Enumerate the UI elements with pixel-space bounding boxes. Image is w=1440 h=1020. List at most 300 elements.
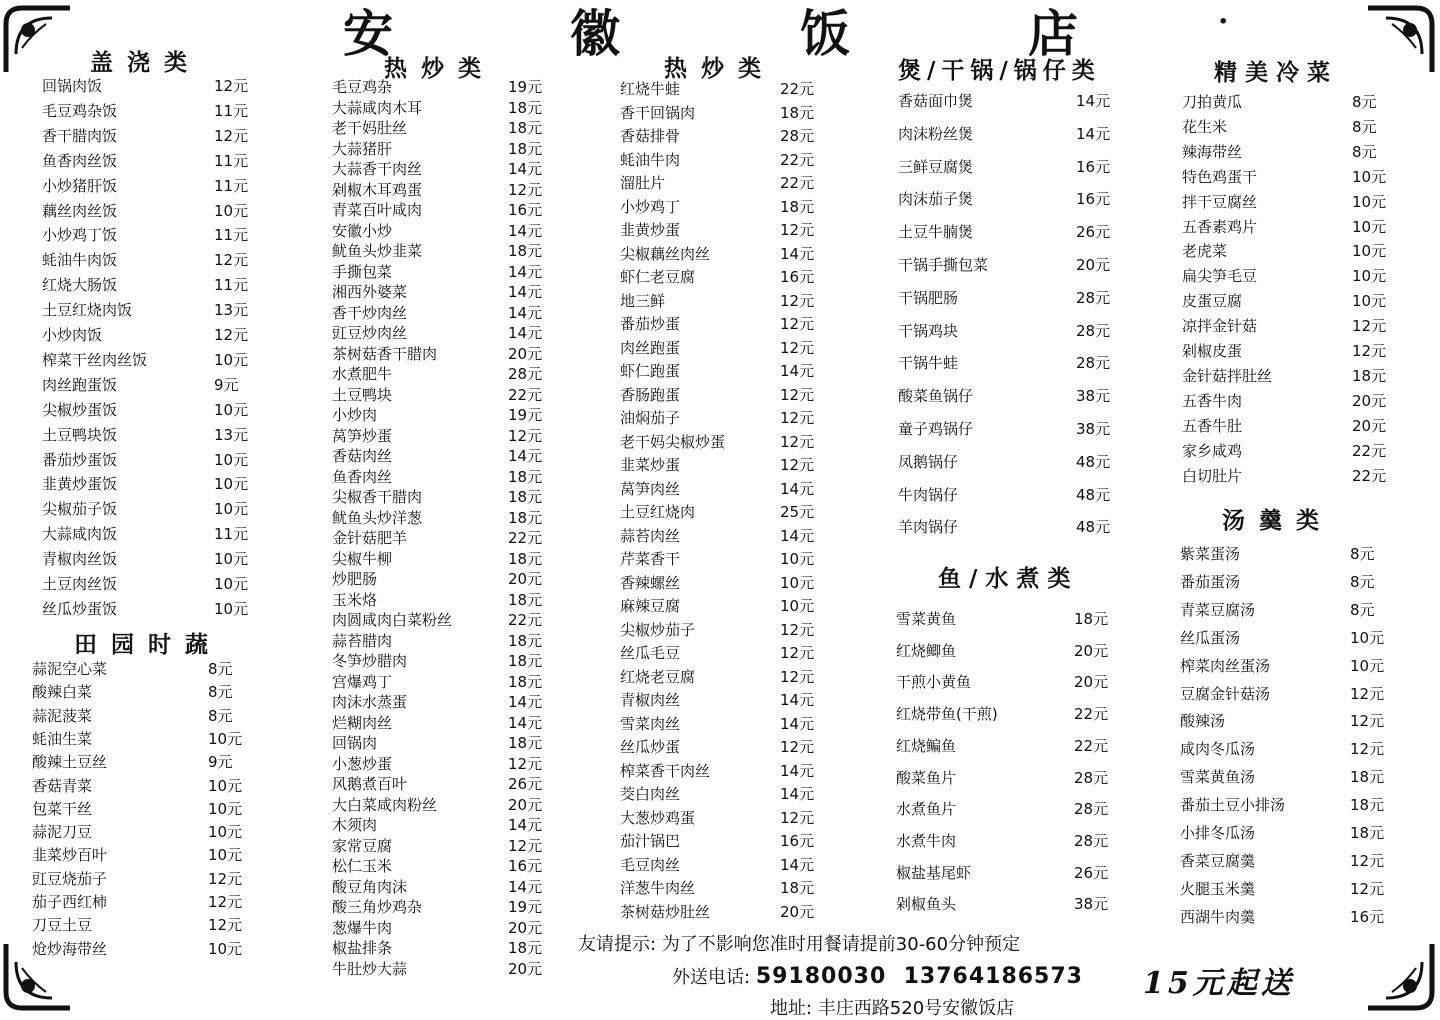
menu-item-name: 雪菜肉丝 bbox=[620, 714, 681, 733]
menu-item-price: 18元 bbox=[780, 197, 815, 216]
menu-item-price: 10元 bbox=[1352, 192, 1387, 211]
menu-item-name: 特色鸡蛋干 bbox=[1182, 167, 1258, 186]
menu-item-price: 10元 bbox=[214, 599, 249, 618]
menu-item-price: 12元 bbox=[1350, 712, 1385, 731]
menu-item-price: 38元 bbox=[1076, 420, 1111, 438]
menu-item-price: 22元 bbox=[508, 529, 543, 547]
menu-item-name: 番茄炒蛋饭 bbox=[42, 450, 118, 469]
title-char: 安 bbox=[343, 4, 394, 63]
menu-item-price: 10元 bbox=[1352, 217, 1387, 236]
menu-item-price: 18元 bbox=[508, 939, 543, 957]
menu-item-price: 11元 bbox=[214, 226, 249, 245]
min-order-badge: 15元起送 bbox=[1143, 966, 1295, 1001]
menu-item-name: 凉拌金针菇 bbox=[1182, 317, 1258, 336]
menu-item-price: 12元 bbox=[508, 426, 543, 445]
menu-item-price: 11元 bbox=[214, 151, 249, 170]
menu-item-name: 家乡咸鸡 bbox=[1182, 441, 1243, 460]
menu-item-price: 22元 bbox=[508, 611, 543, 629]
menu-item-price: 12元 bbox=[780, 291, 815, 310]
menu-item-name: 酸三角炒鸡杂 bbox=[332, 898, 423, 916]
menu-item-price: 16元 bbox=[508, 201, 543, 219]
menu-item-price: 20元 bbox=[1076, 256, 1111, 274]
menu-item-name: 童子鸡锅仔 bbox=[898, 420, 974, 438]
menu-item-price: 12元 bbox=[780, 644, 815, 662]
menu-item-name: 干锅手撕包菜 bbox=[898, 256, 989, 274]
menu-item-name: 干锅牛蛙 bbox=[898, 354, 959, 373]
menu-item-name: 尖椒炒茄子 bbox=[620, 620, 696, 639]
menu-item-name: 尖椒炒蛋饭 bbox=[42, 400, 118, 419]
menu-item-price: 10元 bbox=[1352, 292, 1387, 311]
menu-item-price: 22元 bbox=[780, 80, 815, 98]
menu-item-name: 土豆鸭块 bbox=[332, 385, 393, 404]
menu-item-name: 红烧鲫鱼 bbox=[896, 641, 957, 660]
menu-item-price: 18元 bbox=[1350, 796, 1385, 815]
menu-item-name: 皮蛋豆腐 bbox=[1182, 292, 1243, 311]
menu-item-name: 剁椒皮蛋 bbox=[1182, 342, 1243, 360]
menu-item-price: 12元 bbox=[780, 338, 815, 357]
menu-item-price: 8元 bbox=[208, 660, 233, 678]
menu-item-price: 8元 bbox=[1350, 572, 1375, 591]
menu-item-price: 28元 bbox=[1074, 768, 1109, 787]
menu-list-lengcai bbox=[1182, 93, 1387, 512]
menu-item-price: 12元 bbox=[214, 326, 249, 344]
menu-item-name: 香肠跑蛋 bbox=[620, 385, 681, 404]
menu-item-name: 木须肉 bbox=[332, 816, 378, 834]
menu-item-price: 12元 bbox=[214, 126, 249, 145]
section-title-rechao-2: 热炒类 bbox=[664, 55, 775, 82]
menu-item-price: 10元 bbox=[1352, 267, 1387, 286]
menu-item-price: 12元 bbox=[508, 836, 543, 855]
menu-item-price: 12元 bbox=[208, 916, 243, 935]
menu-item-price: 10元 bbox=[214, 450, 249, 469]
menu-item-price: 14元 bbox=[780, 855, 815, 874]
menu-item-price: 12元 bbox=[780, 221, 815, 239]
menu-item-name: 蚝油牛肉 bbox=[620, 150, 681, 169]
menu-item-name: 花生米 bbox=[1182, 117, 1228, 136]
menu-item-name: 蒜苔肉丝 bbox=[620, 526, 681, 545]
menu-item-price: 14元 bbox=[508, 877, 543, 896]
menu-item-name: 葱爆牛肉 bbox=[332, 918, 393, 937]
menu-item-price: 18元 bbox=[780, 879, 815, 897]
menu-list-rechao-2 bbox=[620, 80, 820, 946]
menu-item-name: 酸辣汤 bbox=[1180, 712, 1226, 731]
menu-item-name: 风鹅煮百叶 bbox=[332, 775, 408, 793]
menu-item-name: 土豆肉丝饭 bbox=[42, 575, 118, 593]
menu-item-name: 小炒鸡丁饭 bbox=[42, 226, 118, 245]
menu-item-price: 14元 bbox=[508, 816, 543, 834]
menu-item-price: 22元 bbox=[508, 385, 543, 404]
menu-item-name: 油焖茄子 bbox=[620, 409, 681, 427]
menu-item-name: 虾仁跑蛋 bbox=[620, 362, 681, 380]
menu-item-price: 12元 bbox=[508, 180, 543, 199]
ornament-top-right-icon bbox=[1364, 4, 1436, 76]
menu-item-name: 扁尖笋毛豆 bbox=[1182, 267, 1258, 286]
menu-item-price: 16元 bbox=[1350, 907, 1385, 926]
menu-item-price: 11元 bbox=[214, 525, 249, 544]
menu-item-price: 14元 bbox=[508, 221, 543, 240]
menu-item-name: 地三鲜 bbox=[620, 291, 666, 310]
menu-item-name: 大白菜咸肉粉丝 bbox=[332, 795, 438, 814]
menu-item-name: 青椒肉丝 bbox=[620, 691, 681, 709]
menu-item-price: 8元 bbox=[1352, 93, 1377, 111]
menu-item-price: 20元 bbox=[1352, 416, 1387, 435]
menu-item-name: 紫菜蛋汤 bbox=[1180, 545, 1241, 563]
menu-item-price: 18元 bbox=[780, 103, 815, 122]
menu-item-price: 12元 bbox=[780, 409, 815, 427]
menu-item-name: 榨菜香干肉丝 bbox=[620, 761, 711, 780]
title-char: 店 bbox=[1028, 4, 1079, 63]
menu-item-price: 26元 bbox=[1076, 223, 1111, 242]
menu-item-name: 丝瓜蛋汤 bbox=[1180, 628, 1241, 647]
menu-item-price: 10元 bbox=[780, 573, 815, 592]
menu-item-name: 牛肚炒大蒜 bbox=[332, 959, 408, 978]
menu-item-name: 小炒鸡丁 bbox=[620, 197, 681, 216]
menu-list-tang bbox=[1180, 545, 1385, 956]
menu-item-price: 8元 bbox=[208, 683, 233, 702]
menu-item-name: 鱼香肉丝饭 bbox=[42, 151, 118, 170]
menu-item-price: 12元 bbox=[214, 251, 249, 270]
footer-notice: 友请提示: 为了不影响您准时用餐请提前30-60分钟预定 bbox=[578, 934, 1021, 955]
menu-item-price: 18元 bbox=[508, 508, 543, 527]
section-title-baoguo: 煲/干锅/锅仔类 bbox=[898, 57, 1101, 84]
menu-item-name: 鱿鱼头炒韭菜 bbox=[332, 242, 423, 260]
menu-item-name: 烂糊肉丝 bbox=[332, 713, 393, 732]
menu-item-name: 肉沫水蒸蛋 bbox=[332, 693, 408, 711]
menu-item-price: 16元 bbox=[1076, 157, 1111, 176]
menu-item-price: 18元 bbox=[1350, 768, 1385, 787]
section-title-tianyuan: 田园时蔬 bbox=[74, 631, 222, 658]
menu-item-price: 8元 bbox=[208, 706, 233, 725]
menu-item-name: 虾仁老豆腐 bbox=[620, 268, 696, 286]
menu-item-price: 10元 bbox=[1350, 656, 1385, 675]
menu-item-name: 酸菜鱼片 bbox=[896, 768, 957, 787]
menu-item-name: 金针菇拌肚丝 bbox=[1182, 366, 1273, 385]
menu-item-price: 38元 bbox=[1074, 895, 1109, 914]
menu-item-price: 22元 bbox=[1352, 466, 1387, 485]
menu-item-price: 18元 bbox=[508, 734, 543, 752]
menu-item-price: 14元 bbox=[780, 362, 815, 380]
menu-item-price: 19元 bbox=[508, 406, 543, 424]
phone-numbers: 59180030 13764186573 bbox=[755, 964, 1083, 989]
menu-item-price: 48元 bbox=[1076, 452, 1111, 471]
menu-item-name: 香菇青菜 bbox=[32, 776, 93, 795]
menu-item-name: 土豆牛腩煲 bbox=[898, 223, 974, 242]
menu-item-name: 番茄土豆小排汤 bbox=[1180, 796, 1286, 815]
menu-item-price: 12元 bbox=[780, 432, 815, 451]
menu-item-name: 小葱炒蛋 bbox=[332, 754, 393, 773]
menu-item-name: 肉丝跑蛋 bbox=[620, 338, 681, 357]
menu-item-name: 酸菜鱼锅仔 bbox=[898, 387, 974, 406]
menu-item-name: 五香牛肉 bbox=[1182, 391, 1243, 410]
section-title-rechao-1: 热炒类 bbox=[384, 55, 495, 82]
menu-item-name: 大蒜咸肉饭 bbox=[42, 525, 118, 544]
menu-item-name: 韭菜炒百叶 bbox=[32, 846, 108, 865]
menu-item-name: 麻辣豆腐 bbox=[620, 597, 681, 615]
menu-item-name: 尖椒茄子饭 bbox=[42, 500, 118, 519]
menu-item-price: 22元 bbox=[1074, 705, 1109, 724]
menu-item-price: 14元 bbox=[780, 691, 815, 709]
menu-item-name: 鱿鱼头炒洋葱 bbox=[332, 508, 423, 527]
menu-item-name: 老干妈尖椒炒蛋 bbox=[620, 432, 726, 451]
menu-item-name: 剁椒鱼头 bbox=[896, 895, 957, 914]
menu-item-price: 12元 bbox=[508, 754, 543, 773]
menu-item-price: 10元 bbox=[780, 597, 815, 615]
section-title-tang: 汤羹类 bbox=[1222, 507, 1333, 534]
menu-item-name: 红烧带鱼(干煎) bbox=[896, 705, 998, 724]
section-title-gaijiao: 盖浇类 bbox=[90, 49, 201, 76]
menu-item-price: 12元 bbox=[1350, 684, 1385, 703]
menu-item-price: 14元 bbox=[508, 324, 543, 342]
menu-item-price: 20元 bbox=[508, 344, 543, 363]
menu-item-name: 丝瓜毛豆 bbox=[620, 644, 681, 662]
menu-item-price: 28元 bbox=[1076, 321, 1111, 340]
menu-item-price: 11元 bbox=[214, 101, 249, 120]
menu-item-price: 12元 bbox=[214, 77, 249, 95]
menu-item-name: 金针菇肥羊 bbox=[332, 529, 408, 547]
menu-item-price: 10元 bbox=[208, 823, 243, 842]
menu-item-name: 青菜豆腐汤 bbox=[1180, 600, 1256, 619]
menu-item-name: 大葱炒鸡蛋 bbox=[620, 808, 696, 827]
menu-item-price: 18元 bbox=[508, 242, 543, 260]
menu-item-price: 28元 bbox=[508, 365, 543, 383]
menu-item-name: 尖椒牛柳 bbox=[332, 549, 393, 568]
menu-item-name: 五香素鸡片 bbox=[1182, 217, 1258, 236]
menu-item-name: 雪菜黄鱼 bbox=[896, 610, 957, 628]
menu-item-name: 炒肥肠 bbox=[332, 570, 378, 588]
menu-item-name: 香辣螺丝 bbox=[620, 573, 681, 592]
menu-item-price: 10元 bbox=[1350, 628, 1385, 647]
menu-item-price: 12元 bbox=[780, 385, 815, 404]
menu-item-price: 48元 bbox=[1076, 485, 1111, 504]
menu-list-tianyuan bbox=[32, 660, 252, 983]
menu-item-name: 红烧老豆腐 bbox=[620, 667, 696, 686]
menu-item-price: 10元 bbox=[208, 799, 243, 818]
menu-item-name: 红烧大肠饭 bbox=[42, 276, 118, 295]
menu-item-name: 酸辣土豆丝 bbox=[32, 753, 108, 772]
menu-item-price: 12元 bbox=[1350, 851, 1385, 870]
menu-item-price: 10元 bbox=[214, 475, 249, 494]
menu-item-price: 38元 bbox=[1076, 387, 1111, 406]
menu-item-price: 20元 bbox=[1074, 641, 1109, 660]
menu-item-price: 14元 bbox=[780, 714, 815, 733]
title-dot: · bbox=[1218, 4, 1230, 39]
menu-item-name: 尖椒藕丝肉丝 bbox=[620, 244, 711, 263]
menu-item-price: 28元 bbox=[1076, 288, 1111, 307]
menu-item-name: 毛豆鸡杂 bbox=[332, 78, 393, 96]
menu-item-name: 香干腊肉饭 bbox=[42, 126, 118, 145]
footer-phone bbox=[672, 963, 1083, 989]
menu-item-name: 干锅肥肠 bbox=[898, 288, 959, 307]
menu-item-price: 14元 bbox=[508, 283, 543, 301]
menu-item-name: 芹菜香干 bbox=[620, 550, 681, 568]
menu-item-price: 22元 bbox=[780, 174, 815, 192]
menu-item-price: 13元 bbox=[214, 425, 249, 444]
menu-item-name: 肉沫粉丝煲 bbox=[898, 124, 974, 143]
menu-item-price: 10元 bbox=[214, 500, 249, 519]
menu-item-name: 藕丝肉丝饭 bbox=[42, 201, 118, 220]
menu-item-name: 家常豆腐 bbox=[332, 836, 393, 855]
menu-item-price: 20元 bbox=[1074, 673, 1109, 692]
menu-item-price: 12元 bbox=[780, 667, 815, 686]
menu-item-name: 白切肚片 bbox=[1182, 466, 1243, 485]
menu-item-price: 18元 bbox=[508, 467, 543, 486]
menu-item-price: 14元 bbox=[780, 479, 815, 498]
menu-item-price: 11元 bbox=[214, 176, 249, 195]
menu-item-name: 水煮肥牛 bbox=[332, 365, 393, 383]
menu-item-price: 28元 bbox=[1074, 831, 1109, 850]
menu-item-price: 12元 bbox=[1352, 342, 1387, 360]
menu-item-price: 12元 bbox=[780, 808, 815, 827]
menu-list-rechao-1 bbox=[332, 78, 552, 1000]
menu-item-name: 榨菜肉丝蛋汤 bbox=[1180, 656, 1271, 675]
menu-item-price: 14元 bbox=[508, 447, 543, 465]
menu-item-price: 48元 bbox=[1076, 518, 1111, 537]
menu-item-price: 12元 bbox=[780, 738, 815, 756]
menu-item-name: 丝瓜炒蛋饭 bbox=[42, 599, 118, 618]
menu-item-name: 茄子西红柿 bbox=[32, 893, 108, 911]
menu-item-price: 10元 bbox=[214, 575, 249, 593]
menu-item-name: 韭黄炒蛋 bbox=[620, 221, 681, 239]
menu-item-price: 10元 bbox=[208, 776, 243, 795]
menu-item-price: 12元 bbox=[780, 315, 815, 333]
menu-item-price: 18元 bbox=[508, 488, 543, 506]
menu-item-name: 水煮鱼片 bbox=[896, 800, 957, 819]
menu-item-price: 20元 bbox=[508, 959, 543, 978]
menu-item-price: 28元 bbox=[1074, 800, 1109, 819]
menu-item-name: 番茄蛋汤 bbox=[1180, 572, 1241, 591]
menu-item-price: 25元 bbox=[780, 503, 815, 521]
menu-item-price: 8元 bbox=[1350, 600, 1375, 619]
menu-item-price: 12元 bbox=[208, 893, 243, 911]
menu-item-price: 14元 bbox=[508, 262, 543, 281]
menu-item-price: 18元 bbox=[508, 119, 543, 137]
menu-item-price: 22元 bbox=[1074, 736, 1109, 755]
menu-item-price: 12元 bbox=[1352, 317, 1387, 336]
menu-item-price: 20元 bbox=[508, 570, 543, 588]
menu-item-name: 蒜泥刀豆 bbox=[32, 823, 93, 842]
menu-item-name: 刀拍黄瓜 bbox=[1182, 93, 1243, 111]
menu-item-name: 剁椒木耳鸡蛋 bbox=[332, 180, 423, 199]
menu-item-name: 椒盐基尾虾 bbox=[896, 863, 972, 882]
menu-item-name: 蚝油牛肉饭 bbox=[42, 251, 118, 270]
section-title-yu: 鱼/水煮类 bbox=[938, 565, 1079, 592]
menu-item-name: 小炒肉 bbox=[332, 406, 378, 424]
menu-item-price: 8元 bbox=[1352, 117, 1377, 136]
menu-item-name: 回锅肉 bbox=[332, 734, 378, 752]
menu-item-name: 老干妈肚丝 bbox=[332, 119, 408, 137]
menu-item-name: 土豆红烧肉 bbox=[620, 503, 696, 521]
menu-item-price: 20元 bbox=[1352, 391, 1387, 410]
phone-label: 外送电话: bbox=[672, 967, 751, 988]
menu-item-name: 红烧牛蛙 bbox=[620, 80, 681, 98]
menu-item-price: 26元 bbox=[508, 775, 543, 793]
menu-item-price: 18元 bbox=[508, 139, 543, 158]
menu-item-name: 蚝油生菜 bbox=[32, 729, 93, 748]
menu-item-price: 10元 bbox=[208, 729, 243, 748]
menu-item-price: 18元 bbox=[1350, 824, 1385, 842]
menu-item-price: 18元 bbox=[508, 672, 543, 691]
menu-item-name: 大蒜咸肉木耳 bbox=[332, 98, 423, 117]
menu-item-name: 玉米烙 bbox=[332, 590, 378, 609]
menu-item-price: 20元 bbox=[508, 918, 543, 937]
menu-item-price: 9元 bbox=[208, 753, 233, 772]
menu-item-price: 26元 bbox=[1074, 863, 1109, 882]
menu-item-price: 18元 bbox=[508, 631, 543, 650]
menu-item-price: 8元 bbox=[1350, 545, 1375, 563]
menu-item-price: 12元 bbox=[1350, 879, 1385, 898]
menu-item-price: 22元 bbox=[1352, 441, 1387, 460]
menu-item-name: 老虎菜 bbox=[1182, 242, 1228, 261]
menu-item-name: 香干回锅肉 bbox=[620, 103, 696, 122]
menu-item-name: 干锅鸡块 bbox=[898, 321, 959, 340]
section-title-lengcai: 精美冷菜 bbox=[1214, 59, 1338, 86]
menu-item-name: 茄汁锅巴 bbox=[620, 832, 681, 850]
menu-item-price: 18元 bbox=[508, 98, 543, 117]
menu-item-name: 榨菜干丝肉丝饭 bbox=[42, 350, 148, 369]
menu-item-name: 大蒜香干肉丝 bbox=[332, 160, 423, 178]
menu-item-name: 牛肉锅仔 bbox=[898, 485, 959, 504]
menu-item-price: 14元 bbox=[508, 160, 543, 178]
menu-item-price: 12元 bbox=[208, 869, 243, 888]
menu-item-price: 18元 bbox=[508, 590, 543, 609]
menu-item-price: 14元 bbox=[780, 785, 815, 803]
menu-item-price: 22元 bbox=[780, 150, 815, 169]
menu-item-name: 安徽小炒 bbox=[332, 221, 393, 240]
menu-item-price: 12元 bbox=[780, 620, 815, 639]
menu-item-name: 豇豆炒肉丝 bbox=[332, 324, 408, 342]
menu-item-price: 20元 bbox=[780, 902, 815, 921]
menu-item-name: 番茄炒蛋 bbox=[620, 315, 681, 333]
menu-item-name: 蒜泥空心菜 bbox=[32, 660, 108, 678]
menu-item-price: 9元 bbox=[214, 375, 239, 394]
menu-item-price: 10元 bbox=[1352, 167, 1387, 186]
menu-item-price: 8元 bbox=[1352, 142, 1377, 161]
menu-item-name: 莴笋肉丝 bbox=[620, 479, 681, 498]
menu-item-name: 洋葱牛肉丝 bbox=[620, 879, 696, 897]
menu-item-name: 毛豆肉丝 bbox=[620, 855, 681, 874]
menu-item-price: 19元 bbox=[508, 78, 543, 96]
menu-item-price: 10元 bbox=[214, 201, 249, 220]
footer-address: 地址: 丰庄西路520号安徽饭店 bbox=[770, 998, 1015, 1019]
menu-item-name: 大蒜猪肝 bbox=[332, 139, 393, 158]
ornament-top-left-icon bbox=[2, 4, 74, 76]
menu-item-name: 炝炒海带丝 bbox=[32, 939, 108, 958]
menu-item-price: 10元 bbox=[208, 846, 243, 865]
menu-item-name: 西湖牛肉羹 bbox=[1180, 907, 1256, 926]
menu-item-name: 辣海带丝 bbox=[1182, 142, 1243, 161]
menu-item-price: 14元 bbox=[780, 761, 815, 780]
menu-item-price: 16元 bbox=[780, 832, 815, 850]
menu-item-price: 19元 bbox=[508, 898, 543, 916]
menu-item-price: 16元 bbox=[1076, 190, 1111, 209]
menu-item-price: 14元 bbox=[780, 526, 815, 545]
menu-item-name: 茭白肉丝 bbox=[620, 785, 681, 803]
menu-item-name: 拌干豆腐丝 bbox=[1182, 192, 1258, 211]
menu-item-name: 尖椒香干腊肉 bbox=[332, 488, 423, 506]
menu-item-price: 28元 bbox=[780, 127, 815, 145]
menu-item-price: 13元 bbox=[214, 301, 249, 320]
menu-item-price: 20元 bbox=[508, 795, 543, 814]
menu-item-name: 凤鹅锅仔 bbox=[898, 452, 959, 471]
menu-item-name: 小炒肉饭 bbox=[42, 326, 103, 344]
menu-item-name: 香菇排骨 bbox=[620, 127, 681, 145]
menu-item-name: 干煎小黄鱼 bbox=[896, 673, 972, 692]
menu-item-price: 12元 bbox=[780, 456, 815, 474]
menu-item-name: 溜肚片 bbox=[620, 174, 666, 192]
menu-item-name: 椒盐排条 bbox=[332, 939, 393, 957]
menu-item-name: 小炒猪肝饭 bbox=[42, 176, 118, 195]
menu-item-name: 香菇面巾煲 bbox=[898, 92, 974, 110]
